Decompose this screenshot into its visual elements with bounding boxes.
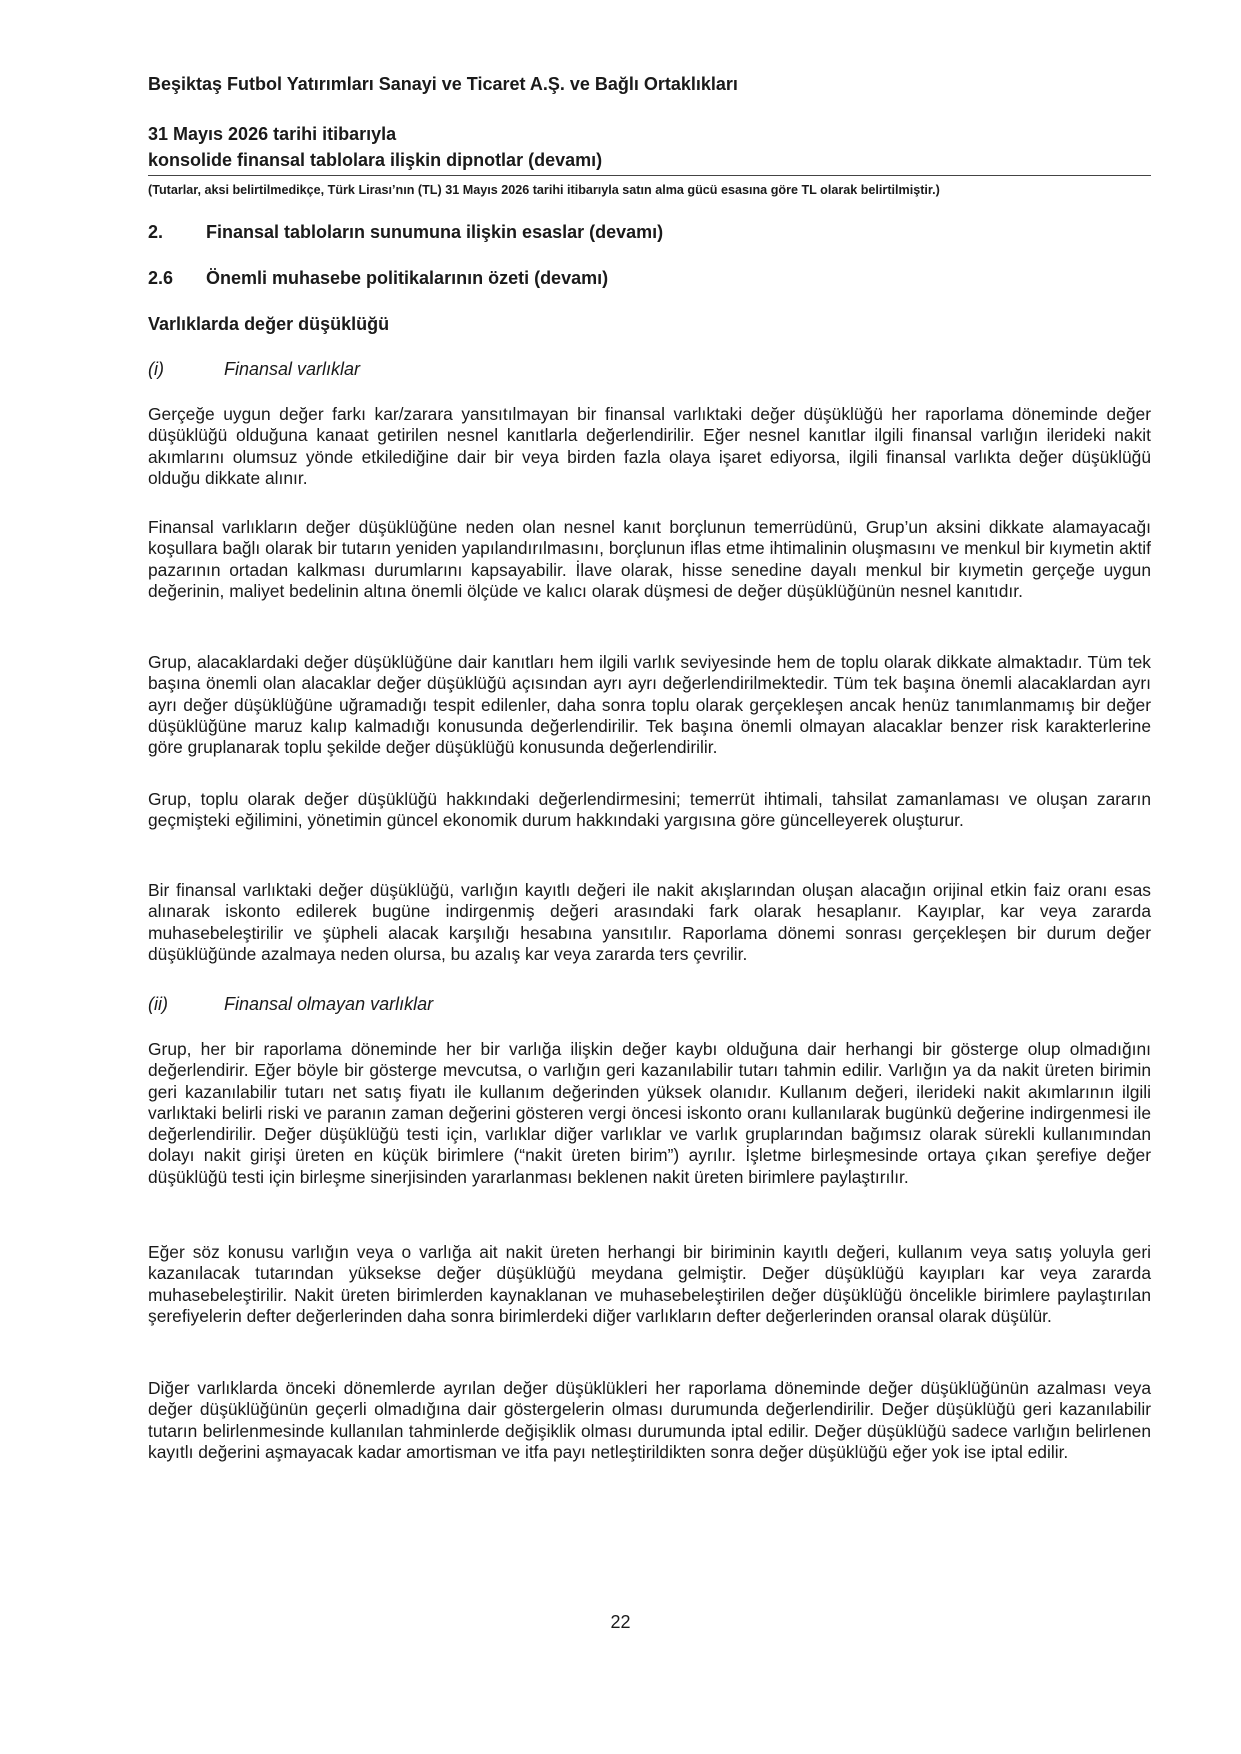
report-date: 31 Mayıs 2026 tarihi itibarıyla bbox=[148, 124, 397, 144]
paragraph: Bir finansal varlıktaki değer düşüklüğü, varlığın kayıtlı değeri ile nakit akışlarından oluşan alacağın orijinal etkin faiz oranı esas alınarak iskonto edilerek bugüne indirgenmiş değeri arasındaki fark olarak hesaplanır. Kayıplar, kar veya zararda muhasebeleştirilir ve şüpheli alacak karşılığı hesabına yansıtılır. Raporlama dönemi sonrası gerçekleşen bir durum değer düşüklüğünde azalmaya neden olursa, bu azalış kar veya zararda ters çevrilir. bbox=[148, 880, 1151, 964]
part-ii-heading bbox=[148, 994, 433, 1015]
currency-note: (Tutarlar, aksi belirtilmedikçe, Türk Lirası’nın (TL) 31 Mayıs 2026 tarihi itibarıyla satın alma gücü esasına göre TL olarak belirtilmiştir.) bbox=[148, 183, 940, 197]
subsection-title: Önemli muhasebe politikalarının özeti (devamı) bbox=[206, 268, 609, 288]
part-ii-title: Finansal olmayan varlıklar bbox=[224, 994, 434, 1014]
section-heading bbox=[148, 222, 663, 243]
paragraph: Grup, her bir raporlama döneminde her bir varlığa ilişkin değer kaybı olduğuna dair herhangi bir gösterge olup olmadığını değerlendirir. Eğer böyle bir gösterge mevcutsa, o varlığın geri kazanılabilir tutarı tahmin edilir. Varlığın ya da nakit üreten birimin geri kazanılabilir tutarı net satış fiyatı ile kullanım değerinden yüksek olanıdır. Kullanım değeri, ilerideki nakit akımlarının ilgili varlıktaki belirli riski ve paranın zaman değerini gösteren vergi öncesi iskonto oranı kullanılarak bugünkü değerine indirgenmesi ile değerlendirilir. Değer düşüklüğü testi için, varlıklar diğer varlıklar ve varlık gruplarından bağımsız olarak sürekli kullanımından dolayı nakit girişi üreten en küçük birimlere (“nakit üreten birim”) ayrılır. İşletme birleşmesinde ortaya çıkan şerefiye değer düşüklüğü testi için birleşme sinerjisinden yararlanması beklenen nakit üreten birimlere paylaştırılır. bbox=[148, 1039, 1151, 1187]
page-number: 22 bbox=[610, 1612, 631, 1632]
paragraph: Grup, alacaklardaki değer düşüklüğüne dair kanıtları hem ilgili varlık seviyesinde hem de toplu olarak dikkate almaktadır. Tüm tek başına önemli olan alacaklar değer düşüklüğü açısından ayrı ayrı değerlendirilmektedir. Tüm tek başına önemli alacaklardan ayrı ayrı değer düşüklüğüne uğramadığı tespit edilenler, daha sonra toplu olarak gerçekleşen ancak henüz tanımlanmamış bir değer düşüklüğüne maruz kalıp kalmadığı konusunda değerlendirilir. Tek başına önemli olmayan alacaklar benzer risk karakterlerine göre gruplanarak toplu şekilde değer düşüklüğü konusunda değerlendirilir. bbox=[148, 652, 1151, 758]
paragraph: Diğer varlıklarda önceki dönemlerde ayrılan değer düşüklükleri her raporlama döneminde değer düşüklüğünün azalması veya değer düşüklüğünün geçerli olmadığına dair göstergelerin olması durumunda değerlendirilir. Değer düşüklüğü geri kazanılabilir tutarın belirlenmesinde kullanılan tahminlerde değişiklik olması durumunda iptal edilir. Değer düşüklüğü sadece varlığın belirlenen kayıtlı değerini aşmayacak kadar amortisman ve itfa payı netleştirildikten sonra değer düşüklüğü eğer yok ise iptal edilir. bbox=[148, 1378, 1151, 1462]
part-i-title: Finansal varlıklar bbox=[224, 359, 361, 379]
section-number: 2. bbox=[148, 222, 164, 242]
section-title: Finansal tabloların sunumuna ilişkin esaslar (devamı) bbox=[206, 222, 664, 242]
paragraph: Gerçeğe uygun değer farkı kar/zarara yansıtılmayan bir finansal varlıktaki değer düşüklüğü her raporlama döneminde değer düşüklüğü olduğuna kanaat getirilen nesnel kanıtlarla değerlendirilir. Eğer nesnel kanıtlar ilgili finansal varlığın ilerideki nakit akımlarını olumsuz yönde etkilediğine dair bir veya birden fazla olaya işaret ediyorsa, ilgili finansal varlıkta değer düşüklüğü olduğu dikkate alınır. bbox=[148, 404, 1151, 488]
header-divider bbox=[148, 175, 1151, 176]
topic-title: Varlıklarda değer düşüklüğü bbox=[148, 314, 390, 334]
part-ii-number: (ii) bbox=[148, 994, 168, 1014]
part-i-number: (i) bbox=[148, 359, 164, 379]
subsection-heading bbox=[148, 268, 608, 289]
paragraph: Eğer söz konusu varlığın veya o varlığa ait nakit üreten herhangi bir biriminin kayıtlı değeri, kullanım veya satış yoluyla geri kazanılacak tutarından yüksekse değer düşüklüğü meydana gelmiştir. Değer düşüklüğü kayıpları kar veya zararda muhasebeleştirilir. Nakit üreten birimlerden kaynaklanan ve muhasebeleştirilen değer düşüklüğü öncelikle birimlere paylaştırılan şerefiyelerin defter değerlerinden daha sonra birimlerdeki diğer varlıkların defter değerlerinden oransal olarak düşülür. bbox=[148, 1242, 1151, 1326]
company-name: Beşiktaş Futbol Yatırımları Sanayi ve Ticaret A.Ş. ve Bağlı Ortaklıkları bbox=[148, 74, 738, 94]
report-subtitle: konsolide finansal tablolara ilişkin dipnotlar (devamı) bbox=[148, 150, 603, 170]
subsection-number: 2.6 bbox=[148, 268, 174, 288]
part-i-heading bbox=[148, 359, 360, 380]
paragraph: Grup, toplu olarak değer düşüklüğü hakkındaki değerlendirmesini; temerrüt ihtimali, tahsilat zamanlaması ve oluşan zararın geçmişteki eğilimini, yönetimin güncel ekonomik durum hakkındaki yargısına göre güncelleyerek oluşturur. bbox=[148, 789, 1151, 831]
paragraph: Finansal varlıkların değer düşüklüğüne neden olan nesnel kanıt borçlunun temerrüdünü, Grup’un aksini dikkate alamayacağı koşullara bağlı olarak bir tutarın yeniden yapılandırılmasını, borçlunun iflas etme ihtimalinin oluşmasını ve menkul bir kıymetin aktif pazarının ortadan kalkması durumlarını kapsayabilir. İlave olarak, hisse senedine dayalı menkul bir kıymetin gerçeğe uygun değerinin, maliyet bedelinin altına önemli ölçüde ve kalıcı olarak düşmesi de değer düşüklüğünün nesnel kanıtıdır. bbox=[148, 517, 1151, 601]
